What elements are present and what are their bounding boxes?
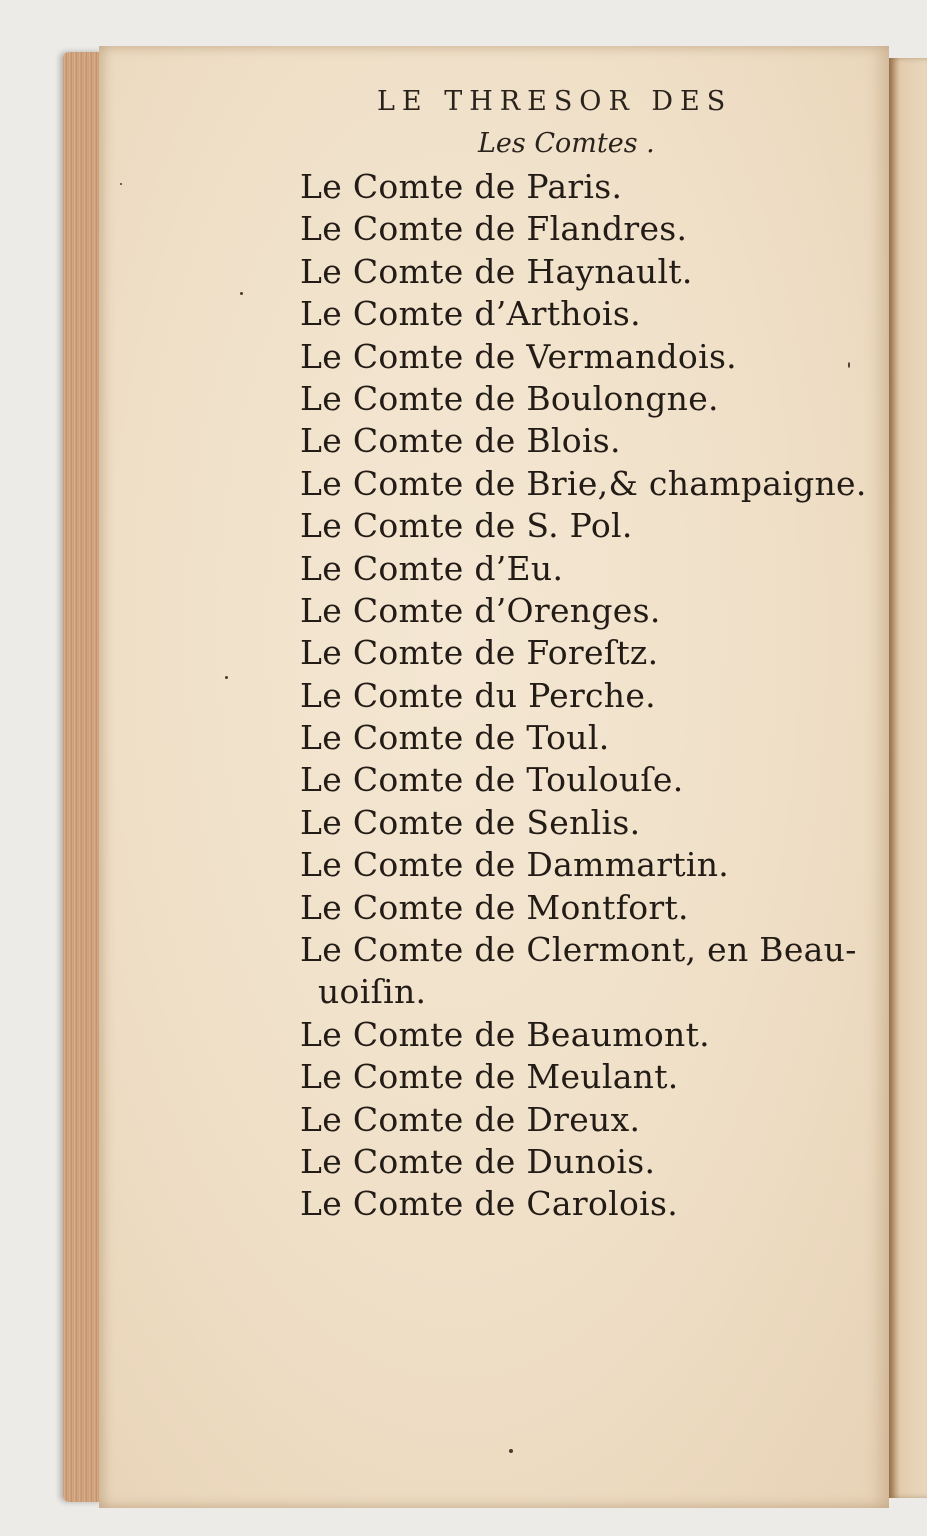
- facing-page-edge: [889, 58, 927, 1498]
- list-entry: Le Comte de Dunois.: [300, 1141, 656, 1181]
- list-entry: Le Comte de Flandres.: [300, 209, 688, 249]
- list-entry: Le Comte d’Orenges.: [300, 590, 661, 630]
- list-entry: Le Comte de Clermont, en Beau-: [300, 930, 857, 970]
- list-entry: Le Comte de Boulongne.: [300, 378, 719, 418]
- list-entry-continuation: uoiſin.: [318, 972, 427, 1012]
- list-entry: Le Comte de Dreux.: [300, 1099, 641, 1139]
- list-entry: Le Comte de Brie,& champaigne.: [300, 463, 867, 503]
- list-entry: Le Comte de Paris.: [300, 167, 623, 206]
- running-head: LE THRESOR DES: [377, 86, 733, 117]
- list-entry: Le Comte de Haynault.: [300, 251, 693, 291]
- section-title: Les Comtes .: [478, 128, 655, 159]
- list-entry: Le Comte de Toulouſe.: [300, 760, 684, 800]
- list-entry: Le Comte de Meulant.: [300, 1057, 679, 1097]
- list-entry: Le Comte de Senlis.: [300, 802, 641, 842]
- list-entry: Le Comte de Dammartin.: [300, 845, 730, 885]
- comtes-list: [300, 166, 867, 1226]
- list-entry: Le Comte de Blois.: [300, 421, 621, 461]
- list-entry: Le Comte de Beaumont.: [300, 1014, 710, 1054]
- list-entry: Le Comte de S. Pol.: [300, 506, 633, 546]
- list-entry: Le Comte d’Arthois.: [300, 294, 641, 334]
- list-entry: Le Comte de Montfort.: [300, 887, 689, 927]
- list-entry: Le Comte de Foreſtz.: [300, 633, 659, 673]
- page-fore-edge: [63, 52, 103, 1502]
- list-entry: Le Comte de Toul.: [300, 718, 610, 758]
- list-entry: Le Comte de Carolois.: [300, 1184, 679, 1224]
- list-entry: Le Comte de Vermandois.: [300, 336, 737, 376]
- list-entry: Le Comte d’Eu.: [300, 548, 564, 588]
- list-entry: Le Comte du Perche.: [300, 675, 656, 715]
